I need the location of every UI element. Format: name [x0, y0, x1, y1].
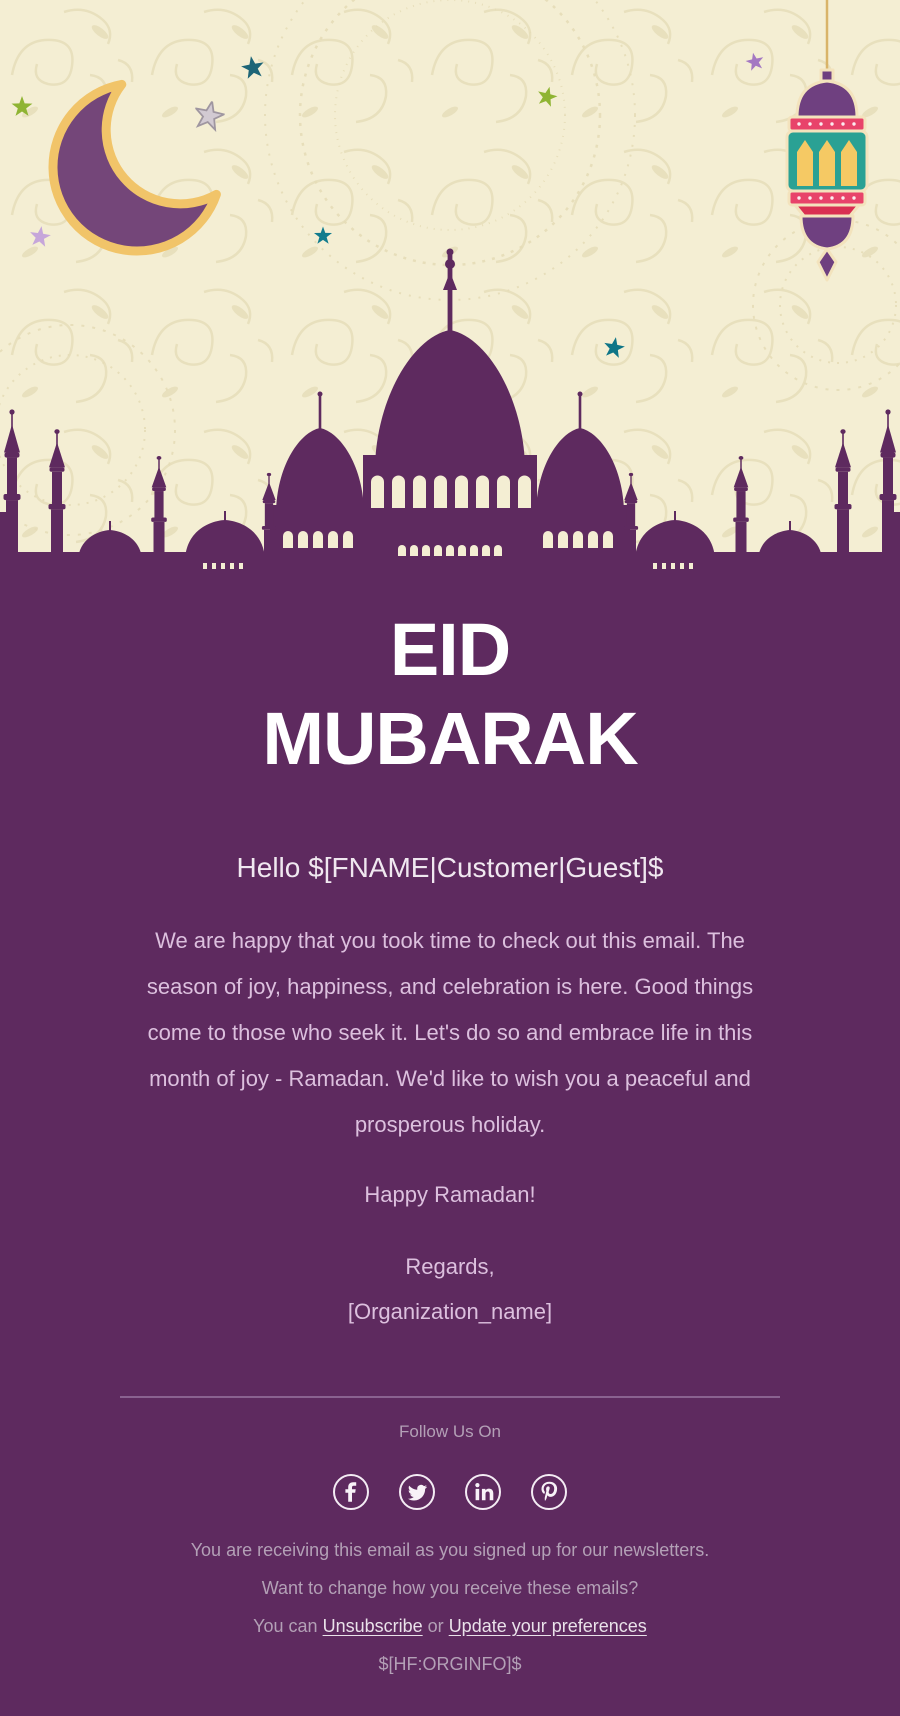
twitter-icon [398, 1473, 436, 1511]
pinterest-icon [530, 1473, 568, 1511]
paragraph-line: prosperous holiday. [354, 1112, 546, 1137]
paragraph-line: come to those who seek it. Let's do so and embrace life in this [147, 1020, 753, 1045]
body-paragraph [0, 918, 900, 1148]
footer-line-2: Want to change how you receive these emails? [261, 1578, 639, 1598]
linkedin-icon [464, 1473, 502, 1511]
page-title [0, 605, 900, 783]
facebook-icon [332, 1473, 370, 1511]
follow-us-heading: Follow Us On [398, 1422, 502, 1441]
update-preferences-link[interactable]: Update your preferences [448, 1616, 647, 1636]
paragraph-line: We are happy that you took time to check out this email. The [155, 928, 745, 953]
unsubscribe-link[interactable]: Unsubscribe [322, 1616, 423, 1636]
header-illustration [0, 0, 900, 580]
footer-line-3-prefix: You can [253, 1616, 318, 1636]
paragraph-line: month of joy - Ramadan. We'd like to wish you a peaceful and [149, 1066, 751, 1091]
footer-line-3 [0, 1607, 900, 1645]
twitter-button[interactable] [398, 1473, 436, 1511]
facebook-button[interactable] [332, 1473, 370, 1511]
footer-line-3-conjunction: or [427, 1616, 444, 1636]
pinterest-button[interactable] [530, 1473, 568, 1511]
social-icons-row [0, 1473, 900, 1511]
title-line-1: EID [389, 608, 511, 691]
greeting-line: Hello $[FNAME|Customer|Guest]$ [236, 852, 664, 883]
organization-name: [Organization_name] [347, 1299, 553, 1324]
footer-divider [120, 1396, 780, 1398]
paragraph-line: season of joy, happiness, and celebration is here. Good things [146, 974, 754, 999]
footer-orginfo: $[HF:ORGINFO]$ [378, 1654, 522, 1674]
linkedin-button[interactable] [464, 1473, 502, 1511]
regards-line: Regards, [405, 1254, 495, 1279]
wish-line: Happy Ramadan! [364, 1182, 536, 1207]
footer [0, 1531, 900, 1683]
title-line-2: MUBARAK [262, 697, 638, 780]
header-banner [0, 0, 900, 580]
email-body [0, 605, 900, 1683]
signature-block [0, 1244, 900, 1334]
footer-line-1: You are receiving this email as you signed up for our newsletters. [190, 1540, 710, 1560]
